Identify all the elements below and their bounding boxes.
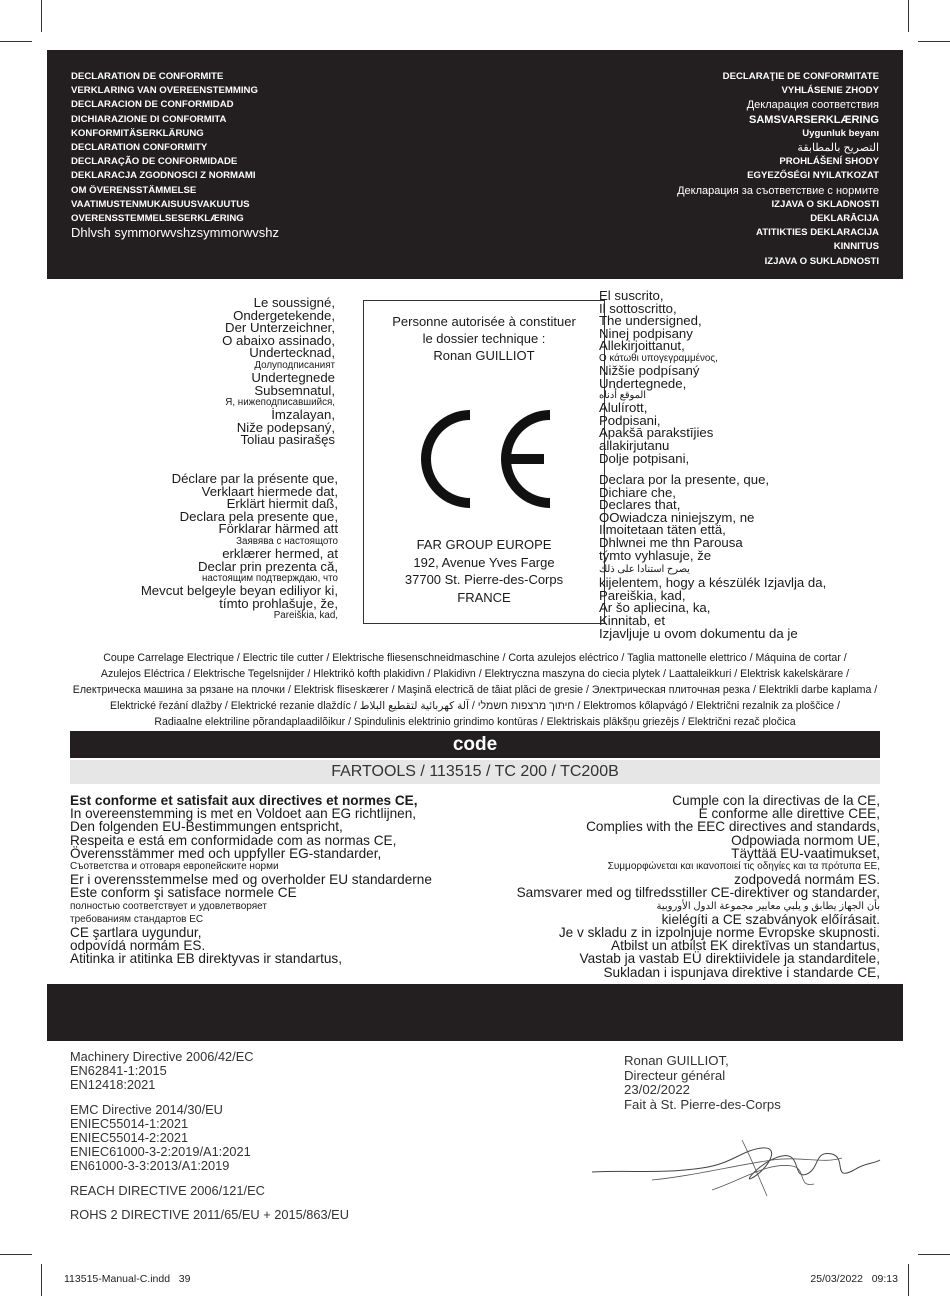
undersigned-line: Undertegnede, <box>599 375 687 391</box>
banner-title: OM ÖVERENSSTÄMMELSE <box>71 184 197 196</box>
conformity-line: Vastab ja vastab EÜ direktiividele ja standarditele, <box>579 951 880 967</box>
undersigned-line: Я, нижеподписавшийся, <box>225 397 335 409</box>
declare-line: Ilmoitetaan täten että, <box>599 522 726 538</box>
directive-line: EN12418:2021 <box>70 1077 156 1093</box>
signer-title: Directeur général <box>624 1067 726 1083</box>
banner-title: ATITIKTIES DEKLARACIJA <box>756 227 879 239</box>
banner-title: VERKLARING VAN OVEREENSTEMMING <box>71 85 258 97</box>
banner-title: Декларация соответствия <box>746 99 879 112</box>
conformity-line: требованиям стандартов ЕС <box>70 913 204 925</box>
undersigned-line: Il sottoscritto, <box>599 300 677 316</box>
undersigned-line: Ninej podpisany <box>599 325 693 341</box>
company-address-line: FAR GROUP EUROPE <box>416 537 552 552</box>
conformity-line: Den folgenden EU-Bestimmungen entspricht, <box>70 819 343 835</box>
technical-file-line: Ronan GUILLIOT <box>433 348 535 363</box>
conformity-line: Atbilst un atbilst EK direktīvas un standartus, <box>611 938 880 954</box>
conformity-line: zodpovedá normám ES. <box>734 872 880 888</box>
directive-line: EN62841-1:2015 <box>70 1063 167 1079</box>
machine-line: Azulejos Eléctrica / Elektrische Tegelsnijder / Hlektrikó kofth plakidivn / Plakidivn / Elektryczna maszyna do ciecia plytek / Laattaleikkuri / Elektrisk kakelskärare / <box>100 668 850 680</box>
banner-title: SAMSVARSERKLÆRING <box>749 113 879 126</box>
directive-group <box>70 1208 349 1222</box>
conformity-line: Respeita e está em conformidade com as normas CE, <box>70 832 397 848</box>
banner-title: DECLARACION DE CONFORMIDAD <box>71 99 234 111</box>
declare-line: Declar prin prezenta că, <box>197 558 338 574</box>
signature-date: 23/02/2022 <box>624 1082 691 1098</box>
undersigned-line: Podpisani, <box>599 412 661 428</box>
conformity-line: полностью соответствует и удовлетворяет <box>70 900 267 912</box>
directive-line: EMC Directive 2014/30/EU <box>70 1101 223 1117</box>
conformity-line: Överensstämmer med och uppfyller EG-standarder, <box>70 845 382 861</box>
banner-title: OVERENSSTEMMELSESERKLÆRING <box>71 213 244 225</box>
undersigned-line: Apakšā parakstījies <box>599 425 714 441</box>
footer-datetime: 25/03/2022 09:13 <box>810 1273 898 1285</box>
directive-line: ROHS 2 DIRECTIVE 2011/65/EU + 2015/863/EU <box>70 1206 349 1222</box>
declare-line: Dhlwnei me thn Parousa <box>599 534 743 550</box>
conformity-line: Atitinka ir atitinka EB direktyvas ir standartus, <box>70 951 342 967</box>
undersigned-line: Der Unterzeichner, <box>225 320 335 336</box>
conformity-line: In overeenstemming is met en Voldoet aan EG richtlijnen, <box>70 806 417 822</box>
declare-line: Kinnitab, et <box>599 612 665 628</box>
undersigned-line: Ο κάτωθι υπογεγραμμένος, <box>599 352 718 364</box>
crop-mark <box>908 1264 909 1296</box>
directive-group <box>70 1184 349 1198</box>
conformity-line: Täyttää EU-vaatimukset, <box>731 845 880 861</box>
crop-mark <box>41 1264 42 1296</box>
undersigned-right <box>599 290 718 465</box>
code-header: code <box>70 731 880 758</box>
technical-file-line: Personne autorisée à constituer <box>392 314 576 329</box>
conformity-line: Est conforme et satisfait aux directives et normes CE, <box>70 793 418 808</box>
crop-mark <box>918 41 950 42</box>
conformity-line: Sukladan i ispunjava direktive i standarde CE, <box>603 964 880 980</box>
crop-mark <box>41 0 42 32</box>
declare-line: Izjavljuje u ovom dokumentu da je <box>599 625 798 641</box>
directive-line: ENIEC55014-2:2021 <box>70 1130 189 1146</box>
conformity-line: odpovídá normám ES. <box>70 938 206 954</box>
declare-line: Mevcut belgeyle beyan ediliyor ki, <box>140 583 338 599</box>
declare-line: Förklarar härmed att <box>218 521 338 537</box>
conformity-line: kielégíti a CE szabványok előírásait. <box>661 911 880 927</box>
conformity-line: Je v skladu z in izpolnjuje norme Evropske skupnosti. <box>558 925 880 941</box>
undersigned-line: Alulírott, <box>599 400 648 416</box>
directive-line: EN61000-3-3:2013/A1:2019 <box>70 1158 230 1174</box>
banner-title: PROHLÁŠENÍ SHODY <box>779 156 879 168</box>
conformity-right <box>517 794 880 979</box>
directive-line: REACH DIRECTIVE 2006/121/EC <box>70 1182 265 1198</box>
declare-line: Déclare par la présente que, <box>171 471 338 486</box>
footer-file: 113515-Manual-C.indd 39 <box>64 1273 191 1285</box>
signature <box>592 1130 882 1210</box>
ce-mark-icon <box>410 407 556 511</box>
banner-title: VAATIMUSTENMUKAISUUSVAKUUTUS <box>71 198 250 210</box>
banner-title: KINNITUS <box>833 241 879 253</box>
separator-bar <box>47 984 903 1041</box>
declare-line: Заявява с настоящото <box>236 535 338 547</box>
undersigned-line: Undertecknad, <box>249 345 335 361</box>
signature-place: Fait à St. Pierre-des-Corps <box>624 1096 781 1112</box>
banner-right-titles <box>677 70 879 269</box>
declare-line: Dichiare che, <box>599 484 676 500</box>
undersigned-line: Subsemnatul, <box>254 382 335 398</box>
machine-line: Електрическа машина за рязане на плочки / Elektrisk fliseskærer / Maşină electrică de tăiat plăci de gresie / Электрическая плиточная резка / Elektrikli darbe kaplama / <box>72 684 878 696</box>
banner-title: IZJAVA O SUKLADNOSTI <box>764 255 879 267</box>
conformity-line: Съответства и отговаря европейските норми <box>70 861 279 873</box>
declare-left <box>141 473 338 622</box>
undersigned-line: Nižšie podpísaný <box>599 362 700 378</box>
conformity-line: Este conform şi satisface normele CE <box>70 885 297 901</box>
conformity-line: بأن الجهاز يطابق و يلبي معايير مجموعة الدول الأوروبية <box>656 900 880 912</box>
conformity-left <box>70 794 432 966</box>
undersigned-line: The undersigned, <box>599 313 702 329</box>
directive-line: Machinery Directive 2006/42/EC <box>70 1049 254 1064</box>
banner-title: Uygunluk beyanı <box>802 127 879 139</box>
undersigned-line: Allekirjoittanut, <box>599 338 685 354</box>
banner-title: DECLARATION CONFORMITY <box>71 142 208 154</box>
undersigned-line: الموقع أدناه <box>599 390 646 402</box>
declare-line: kijelentem, hogy a készülék Izjavlja da, <box>599 575 827 591</box>
company-address-line: 192, Avenue Yves Farge <box>413 554 555 570</box>
undersigned-line: Le soussigné, <box>253 295 335 310</box>
machine-line: Elektrické řezání dlažby / Elektrické rezanie dlaždíc / חיתוך מרצפות חשמלי / آلة كهربائية لتقطيع البلاط / Elektromos kőlapvágó / Električni rezalnik za ploščice / <box>110 700 840 712</box>
undersigned-left <box>222 297 335 447</box>
declare-line: Declara pela presente que, <box>179 508 338 524</box>
crop-mark <box>0 41 32 42</box>
declare-right <box>599 474 826 640</box>
undersigned-line: Toliau pasirašęs <box>240 432 335 448</box>
undersigned-line: İmzalayan, <box>271 407 335 423</box>
crop-mark <box>0 1254 32 1255</box>
undersigned-line: Undertegnede <box>251 369 335 385</box>
declare-line: يصرح استنادا على ذلك <box>599 564 690 576</box>
signer-name: Ronan GUILLIOT, <box>624 1053 729 1068</box>
machine-line: Coupe Carrelage Electrique / Electric tile cutter / Elektrische fliesenschneidmaschine / Corta azulejos eléctrico / Taglia mattonelle elettrico / Máquina de cortar / <box>103 652 847 664</box>
declare-line: tímto prohlašuje, že, <box>219 595 338 611</box>
banner-title: EGYEZŐSÉGI NYILATKOZAT <box>747 170 879 182</box>
undersigned-line: Dolje potpisani, <box>599 450 690 466</box>
conformity-line: Complies with the EEC directives and standards, <box>586 819 880 835</box>
banner-left-titles <box>71 70 279 240</box>
banner-title: Декларация за съответствие с нормите <box>677 184 879 197</box>
banner-title: VYHLÁSENIE ZHODY <box>781 85 879 97</box>
declare-line: Erklärt hiermit daß, <box>226 496 338 512</box>
crop-mark <box>918 1254 950 1255</box>
banner-title: DEKLARĀCIJA <box>810 213 879 225</box>
declare-line: настоящим подтверждаю, что <box>201 573 338 585</box>
banner-title: DECLARAÇÃO DE CONFORMIDADE <box>71 156 238 168</box>
conformity-line: Er i overensstemmelse med og overholder EU standarderne <box>70 872 432 888</box>
declare-line: Pareiškia, kad, <box>599 587 686 603</box>
banner-title: DEKLARACJA ZGODNOSCI Z NORMAMI <box>71 170 256 182</box>
directive-group <box>70 1103 349 1174</box>
banner-title: DICHIARAZIONE DI CONFORMITA <box>71 113 227 125</box>
conformity-line: Samsvarer med og tilfredsstiller CE-direktiver og standarder, <box>516 885 880 901</box>
declare-line: Pareiškia, kad, <box>273 610 338 622</box>
declaration-banner <box>47 50 903 279</box>
technical-file-line: le dossier technique : <box>422 331 546 346</box>
conformity-line: Cumple con la directivas de la CE, <box>672 793 880 808</box>
declare-line: Declares that, <box>599 497 681 513</box>
machine-line: Radiaalne elektriline põrandaplaadilõikur / Spindulinis elektrinio grindimo kontūras / Elektriskais plākšņu griezējs / Električni rezač pločica <box>154 716 796 728</box>
banner-title: DECLARAŢIE DE CONFORMITATE <box>722 71 879 82</box>
declare-line: OOwiadcza niniejszym, ne <box>599 509 755 525</box>
model-line: FARTOOLS / 113515 / TC 200 / TC200B <box>70 760 880 784</box>
declare-line: týmto vyhlasuje, že <box>599 547 712 563</box>
directive-line: ENIEC55014-1:2021 <box>70 1115 189 1131</box>
declare-line: Ar šo apliecina, ka, <box>599 600 711 616</box>
undersigned-line: Niže podepsaný, <box>236 419 335 435</box>
directive-group <box>70 1050 349 1093</box>
banner-title: التصريح بالمطابقة <box>797 142 879 155</box>
directive-list <box>70 1050 349 1232</box>
undersigned-line: Долуподписаният <box>254 359 335 371</box>
directive-line: ENIEC61000-3-2:2019/A1:2021 <box>70 1144 251 1160</box>
undersigned-line: allakirjutanu <box>599 437 670 453</box>
company-address-line: FRANCE <box>457 589 511 605</box>
signer-block <box>624 1054 781 1112</box>
declare-line: Verklaart hiermede dat, <box>201 483 338 499</box>
declare-line: Declara por la presente, que, <box>599 472 770 487</box>
conformity-line: E conforme alle direttive CEE, <box>698 806 880 822</box>
undersigned-line: El suscrito, <box>599 288 664 303</box>
declare-line: erklærer hermed, at <box>222 545 338 561</box>
undersigned-line: Ondergetekende, <box>233 307 335 323</box>
conformity-line: Συμμορφώνεται και ικανοποιεί τις οδηγίες και τα πρότυπα ΕΕ, <box>607 861 880 873</box>
company-address-line: 37700 St. Pierre-des-Corps <box>404 572 564 587</box>
banner-title: IZJAVA O SKLADNOSTI <box>771 198 879 210</box>
machine-description <box>70 650 880 730</box>
technical-file-box <box>363 300 605 624</box>
crop-mark <box>908 0 909 32</box>
conformity-line: CE şartlara uygundur, <box>70 925 202 941</box>
banner-title: DECLARATION DE CONFORMITE <box>71 71 224 82</box>
banner-title: Dhlvsh symmorwvshzsymmorwvshz <box>71 225 280 241</box>
conformity-line: Odpowiada normom UE, <box>731 832 880 848</box>
undersigned-line: O abaixo assinado, <box>222 332 335 348</box>
banner-title: KONFORMITÄSERKLÄRUNG <box>71 127 204 139</box>
